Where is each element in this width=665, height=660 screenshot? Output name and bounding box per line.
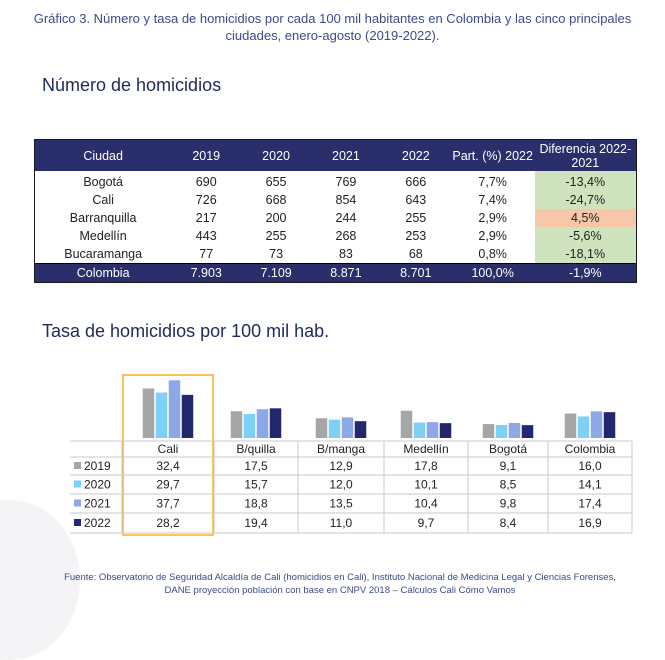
data-label: 17,4 xyxy=(578,496,602,511)
legend-swatch xyxy=(74,462,81,469)
data-label: 8,5 xyxy=(499,477,517,492)
header-city: Ciudad xyxy=(35,140,172,172)
value-cell: 77 xyxy=(199,247,214,261)
data-label: 29,7 xyxy=(156,477,180,492)
value-cell: 443 xyxy=(195,229,217,243)
city-cell: Barranquilla xyxy=(69,211,137,225)
bar-B/quilla-2022 xyxy=(270,408,282,438)
diff-cell: -5,6% xyxy=(535,227,637,245)
value-cell: 244 xyxy=(335,211,357,225)
bar-Bogotá-2021 xyxy=(509,423,521,438)
bar-B/quilla-2019 xyxy=(231,411,243,438)
data-label: 10,4 xyxy=(414,496,438,511)
value-cell: 854 xyxy=(335,193,357,207)
part-cell: 7,4% xyxy=(478,193,507,207)
value-cell: 83 xyxy=(338,247,353,261)
header-diff: Diferencia 2022-2021 xyxy=(535,140,637,172)
data-label: 16,9 xyxy=(578,516,602,530)
bar-B/manga-2021 xyxy=(342,417,354,438)
city-cell: Bucaramanga xyxy=(64,247,143,261)
category-label: B/quilla xyxy=(236,442,276,456)
value-cell: 769 xyxy=(335,175,357,189)
legend-label: 2019 xyxy=(84,459,111,473)
data-label: 32,4 xyxy=(156,459,180,473)
bar-Medellín-2019 xyxy=(401,411,413,438)
part-cell: 2,9% xyxy=(478,211,507,225)
value-cell: 7.903 xyxy=(171,264,241,283)
bar-Colombia-2020 xyxy=(578,416,590,438)
category-label: Cali xyxy=(157,442,179,456)
data-label: 9,1 xyxy=(499,459,517,473)
value-cell: 655 xyxy=(265,175,287,189)
data-label: 9,8 xyxy=(499,496,517,511)
value-cell: 8.701 xyxy=(381,264,451,283)
bar-Cali-2019 xyxy=(143,388,155,438)
data-label: 9,7 xyxy=(417,516,435,530)
diff-cell: 4,5% xyxy=(535,209,637,227)
data-label: 14,1 xyxy=(578,477,602,492)
value-cell: 690 xyxy=(195,175,217,189)
legend-swatch xyxy=(74,500,81,507)
data-label: 16,0 xyxy=(578,459,602,473)
bar-Bogotá-2022 xyxy=(522,425,534,438)
city-cell: Bogotá xyxy=(83,175,123,189)
header-2019: 2019 xyxy=(171,140,241,172)
value-cell: 255 xyxy=(265,229,287,243)
bar-group xyxy=(123,375,615,535)
bar-Cali-2020 xyxy=(156,393,168,438)
value-cell: 7.109 xyxy=(241,264,311,283)
data-label: 17,5 xyxy=(244,459,268,473)
bar-Colombia-2022 xyxy=(604,412,616,438)
data-label: 11,0 xyxy=(329,516,353,530)
data-table xyxy=(70,441,632,533)
bar-Medellín-2021 xyxy=(427,422,439,438)
value-cell: 73 xyxy=(269,247,284,261)
bar-B/quilla-2020 xyxy=(244,414,256,438)
part-cell: 100,0% xyxy=(451,264,535,283)
diff-cell: -13,4% xyxy=(535,171,637,191)
data-label: 10,1 xyxy=(414,477,438,492)
legend-swatch xyxy=(74,481,81,488)
data-label: 17,8 xyxy=(414,459,438,473)
data-label: 8,4 xyxy=(499,516,517,530)
category-label: Bogotá xyxy=(488,442,528,456)
legend-swatch xyxy=(74,519,81,526)
bar-B/manga-2022 xyxy=(355,421,367,438)
header-2021: 2021 xyxy=(311,140,381,172)
value-cell: 68 xyxy=(408,247,423,261)
value-cell: 255 xyxy=(405,211,427,225)
header-2022: 2022 xyxy=(381,140,451,172)
bar-B/manga-2020 xyxy=(329,420,341,438)
city-cell: Colombia xyxy=(35,264,172,283)
data-label: 13,5 xyxy=(329,496,353,511)
bar-Medellín-2022 xyxy=(440,423,452,438)
category-label: Medellín xyxy=(403,442,449,456)
bar-Bogotá-2019 xyxy=(483,424,495,438)
value-cell: 668 xyxy=(265,193,287,207)
data-label: 18,8 xyxy=(244,496,268,511)
data-label: 12,9 xyxy=(329,459,353,473)
data-label: 19,4 xyxy=(244,516,268,530)
bar-Cali-2022 xyxy=(182,395,194,438)
city-cell: Cali xyxy=(92,193,114,207)
legend-label: 2020 xyxy=(84,477,111,492)
data-label: 37,7 xyxy=(156,496,180,511)
diff-cell: -1,9% xyxy=(535,264,637,283)
bar-B/quilla-2021 xyxy=(257,409,269,438)
bar-B/manga-2019 xyxy=(316,418,328,438)
part-cell: 7,7% xyxy=(478,175,507,189)
figure-title: Gráfico 3. Número y tasa de homicidios por cada 100 mil habitantes en Colombia y las cinco principales ciudades, enero-agosto (2019-2022). xyxy=(33,11,632,43)
header-2020: 2020 xyxy=(241,140,311,172)
bar-Bogotá-2020 xyxy=(496,425,508,438)
value-cell: 643 xyxy=(405,193,427,207)
bar-Colombia-2019 xyxy=(565,414,577,438)
diff-cell: -24,7% xyxy=(535,191,637,209)
section-title-homicide-count: Número de homicidios xyxy=(42,75,222,95)
data-label: 28,2 xyxy=(156,516,180,530)
diff-cell: -18,1% xyxy=(535,245,637,264)
source-note: Fuente: Observatorio de Seguridad Alcaldía de Cali (homicidios en Cali), Instituto Nacional de Medicina Legal y Ciencias Forenses, DANE proyección población con base en CNPV 2018 – Cálculos Cali Cómo Vamos xyxy=(64,572,616,596)
section-title-homicide-rate: Tasa de homicidios por 100 mil hab. xyxy=(42,321,330,341)
data-label: 12,0 xyxy=(329,477,353,492)
value-cell: 253 xyxy=(405,229,427,243)
legend-label: 2022 xyxy=(84,516,111,530)
bar-Medellín-2020 xyxy=(414,423,426,438)
data-label: 15,7 xyxy=(244,477,268,492)
category-label: Colombia xyxy=(564,442,616,456)
category-label: B/manga xyxy=(316,442,366,456)
bar-Cali-2021 xyxy=(169,380,181,438)
value-cell: 726 xyxy=(195,193,217,207)
bar-Colombia-2021 xyxy=(591,411,603,438)
part-cell: 2,9% xyxy=(478,229,507,243)
part-cell: 0,8% xyxy=(478,247,507,261)
value-cell: 200 xyxy=(265,211,287,225)
city-cell: Medellín xyxy=(79,229,127,243)
value-cell: 217 xyxy=(195,211,217,225)
legend-label: 2021 xyxy=(84,496,111,511)
value-cell: 8.871 xyxy=(311,264,381,283)
value-cell: 666 xyxy=(405,175,427,189)
header-part: Part. (%) 2022 xyxy=(451,140,535,172)
value-cell: 268 xyxy=(335,229,357,243)
